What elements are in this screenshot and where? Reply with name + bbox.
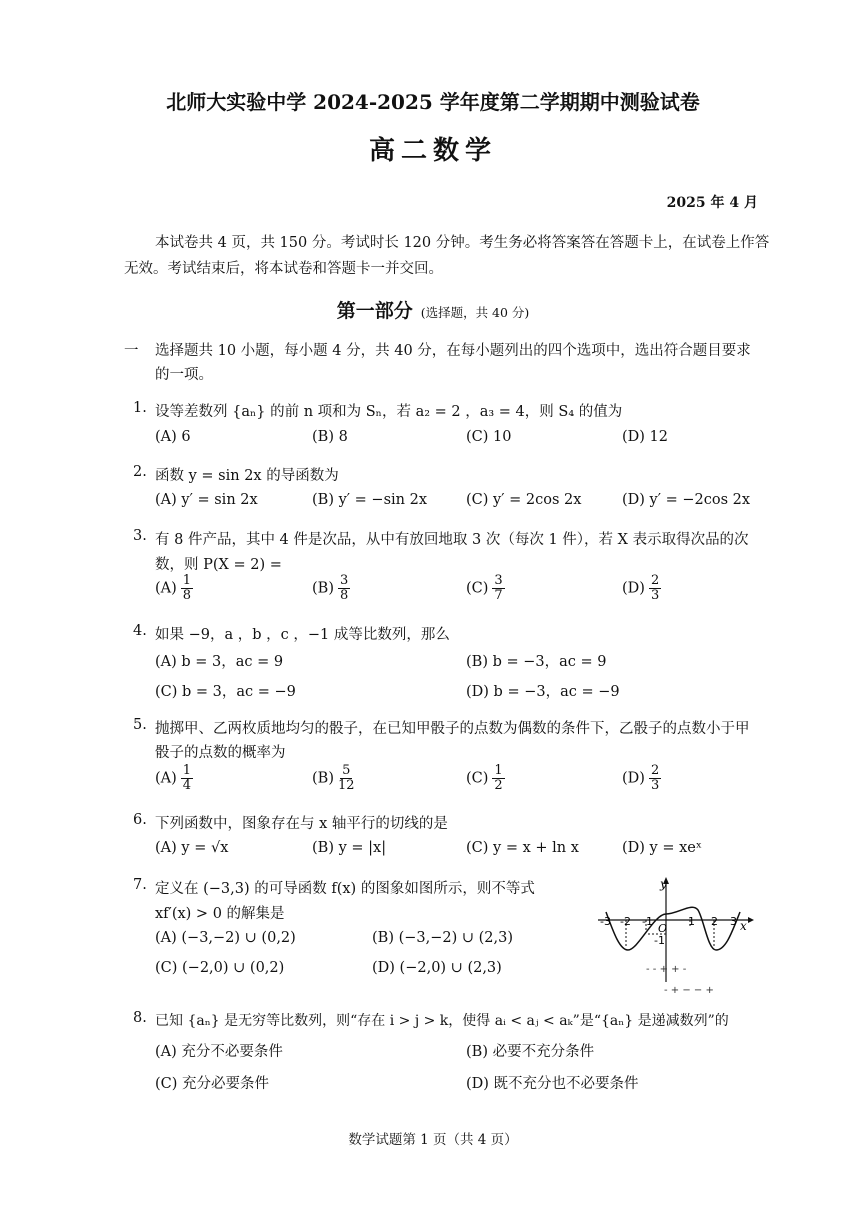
q6-option-b: (B) y = |x| <box>312 840 387 856</box>
q2-option-c: (C) y′ = 2cos 2x <box>466 492 582 508</box>
intro-line-1: 本试卷共 4 页，共 150 分。考试时长 120 分钟。考生务必将答案答在答题卡上，在试卷上作答 <box>155 235 770 251</box>
q3-stem-line-2: 数，则 P(X = 2) = <box>155 557 282 573</box>
q3-option-c: (C) $\frac{3}{7}$ <box>466 573 503 603</box>
q7-option-b: (B) (−3,−2) ∪ (2,3) <box>372 930 513 946</box>
q1-option-c: (C) 10 <box>466 429 512 445</box>
q2-number: 2. <box>133 464 147 480</box>
q7-stem-line-2: xf′(x) > 0 的解集是 <box>155 906 285 922</box>
q7-function-graph <box>590 872 760 997</box>
q2-option-a: (A) y′ = sin 2x <box>155 492 258 508</box>
graph-sign-marks-2: - + − − + <box>664 985 714 996</box>
q2-option-b: (B) y′ = −sin 2x <box>312 492 428 508</box>
graph-x-label: x <box>740 919 747 933</box>
q8-option-a: (A) 充分不必要条件 <box>155 1044 283 1060</box>
q1-option-a: (A) 6 <box>155 429 191 445</box>
q4-option-c: (C) b = 3，ac = −9 <box>155 684 296 700</box>
graph-tick: -1 <box>642 915 653 928</box>
part-instructions-line-2: 的一项。 <box>155 367 213 383</box>
q8-option-b: (B) 必要不充分条件 <box>466 1044 595 1060</box>
q7-option-c: (C) (−2,0) ∪ (0,2) <box>155 960 285 976</box>
intro-line-2: 无效。考试结束后，将本试卷和答题卡一并交回。 <box>124 261 443 277</box>
q1-option-b: (B) 8 <box>312 429 348 445</box>
q6-number: 6. <box>133 812 147 828</box>
graph-tick: 2 <box>711 915 718 928</box>
graph-tick: -2 <box>620 915 631 928</box>
q4-option-b: (B) b = −3，ac = 9 <box>466 654 607 670</box>
exam-title: 北师大实验中学 2024-2025 学年度第二学期期中测验试卷 <box>166 90 700 114</box>
q7-option-d: (D) (−2,0) ∪ (2,3) <box>372 960 502 976</box>
q5-option-b: (B) $\frac{5}{12}$ <box>312 763 355 793</box>
q7-stem-line-1: 定义在 (−3,3) 的可导函数 f(x) 的图象如图所示，则不等式 <box>155 881 535 897</box>
q3-option-b: (B) $\frac{3}{8}$ <box>312 573 349 603</box>
section-heading <box>0 296 866 323</box>
graph-tick-neg-one: -1 <box>654 934 665 947</box>
q7-number: 7. <box>133 877 147 893</box>
q4-number: 4. <box>133 623 147 639</box>
x-axis-arrow-icon <box>748 917 754 923</box>
exam-date: 2025 年 4 月 <box>666 195 758 211</box>
q2-stem: 函数 y = sin 2x 的导函数为 <box>155 468 339 484</box>
graph-tick: 3 <box>730 915 737 928</box>
q5-stem-line-1: 抛掷甲、乙两枚质地均匀的骰子，在已知甲骰子的点数为偶数的条件下，乙骰子的点数小于甲 <box>155 721 750 737</box>
graph-sign-marks-1: - - + + - <box>646 964 687 975</box>
graph-y-label: y <box>660 877 667 891</box>
q8-option-d: (D) 既不充分也不必要条件 <box>466 1076 639 1092</box>
q8-option-c: (C) 充分必要条件 <box>155 1076 270 1092</box>
q6-option-d: (D) y = xeˣ <box>622 840 703 856</box>
page-footer: 数学试题第 1 页（共 4 页） <box>348 1132 518 1148</box>
q5-number: 5. <box>133 717 147 733</box>
q7-option-a: (A) (−3,−2) ∪ (0,2) <box>155 930 296 946</box>
q5-option-d: (D) $\frac{2}{3}$ <box>622 763 660 793</box>
q5-option-a: (A) $\frac{1}{4}$ <box>155 763 192 793</box>
q1-option-d: (D) 12 <box>622 429 668 445</box>
q1-stem: 设等差数列 {aₙ} 的前 n 项和为 Sₙ，若 a₂ = 2 ，a₃ = 4，则 S₄ 的值为 <box>155 404 623 420</box>
section-title: 第一部分 <box>336 300 413 322</box>
q4-option-a: (A) b = 3，ac = 9 <box>155 654 284 670</box>
graph-origin: O <box>658 922 668 935</box>
part-number: 一 <box>124 343 139 359</box>
q3-option-d: (D) $\frac{2}{3}$ <box>622 573 660 603</box>
graph-tick: -3 <box>600 915 611 928</box>
q4-option-d: (D) b = −3，ac = −9 <box>466 684 620 700</box>
graph-tick: 1 <box>688 915 695 928</box>
q3-stem-line-1: 有 8 件产品，其中 4 件是次品，从中有放回地取 3 次（每次 1 件），若 X 表示取得次品的次 <box>155 532 749 548</box>
q2-option-d: (D) y′ = −2cos 2x <box>622 492 751 508</box>
q5-stem-line-2: 骰子的点数的概率为 <box>155 745 286 761</box>
section-note: (选择题，共 40 分) <box>420 305 530 320</box>
q6-stem: 下列函数中，图象存在与 x 轴平行的切线的是 <box>155 816 448 832</box>
q3-option-a: (A) $\frac{1}{8}$ <box>155 573 192 603</box>
q3-number: 3. <box>133 528 147 544</box>
q1-number: 1. <box>133 400 147 416</box>
q8-number: 8. <box>133 1010 147 1026</box>
q4-stem: 如果 −9，a ，b ，c ，−1 成等比数列，那么 <box>155 627 450 643</box>
q6-option-a: (A) y = √x <box>155 840 229 856</box>
q5-option-c: (C) $\frac{1}{2}$ <box>466 763 503 793</box>
q6-option-c: (C) y = x + ln x <box>466 840 579 856</box>
part-instructions-line-1: 选择题共 10 小题，每小题 4 分，共 40 分，在每小题列出的四个选项中，选出符合题目要求 <box>155 343 751 359</box>
subject-title: 高二数学 <box>368 136 497 166</box>
q8-stem: 已知 {aₙ} 是无穷等比数列，则“存在 i > j > k，使得 aᵢ < aⱼ < aₖ”是“{aₙ} 是递减数列”的 <box>155 1013 729 1029</box>
